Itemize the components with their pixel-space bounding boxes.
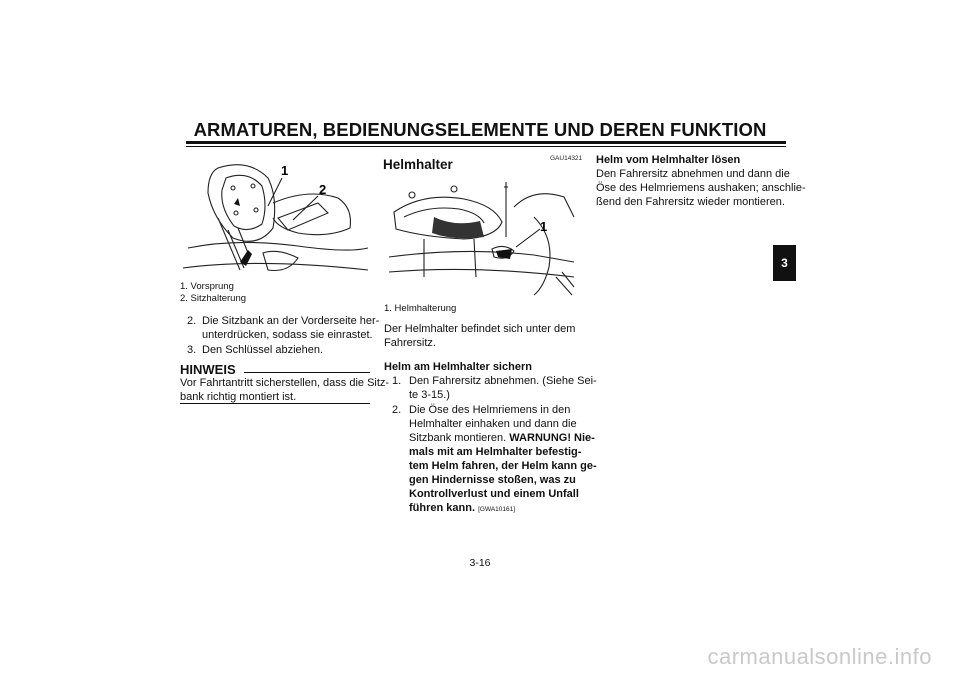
step-text: Helmhalter einhaken und dann die: [409, 418, 577, 430]
legend-item: 2. Sitzhalterung: [180, 293, 247, 304]
step-text: Den Schlüssel abziehen.: [202, 344, 324, 356]
step-text: Sitzbank montieren.: [409, 432, 510, 444]
warning-text-line: [409, 501, 515, 518]
step-text: Die Öse des Helmriemens in den: [409, 404, 571, 416]
note-rule-bottom: [180, 403, 370, 404]
body-text: Öse des Helmriemens aushaken; anschlie-: [596, 182, 806, 194]
warning-text: mals mit am Helmhalter befestig-: [409, 446, 582, 458]
step-text: Die Sitzbank an der Vorderseite her-: [202, 315, 380, 327]
warning-text: führen kann.: [409, 502, 476, 514]
intro-text: Fahrersitz.: [384, 337, 436, 349]
warning-text: tem Helm fahren, der Helm kann ge-: [409, 460, 597, 472]
step-text-line: [409, 431, 595, 446]
note-rule-top: [244, 372, 370, 373]
step-number: 2.: [187, 315, 197, 327]
chapter-tab[interactable]: 3: [773, 245, 796, 281]
warning-text: gen Hindernisse stoßen, was zu: [409, 474, 576, 486]
callout-1: 1: [281, 163, 289, 178]
step-text: Den Fahrersitz abnehmen. (Siehe Sei-: [409, 375, 597, 387]
step-text: unterdrücken, sodass sie einrastet.: [202, 329, 373, 341]
section-code: GAU14321: [550, 155, 583, 162]
legend-item: 1. Vorsprung: [180, 281, 234, 292]
step-number: 3.: [187, 344, 197, 356]
legend-item: 1. Helmhalterung: [384, 303, 457, 314]
helmet-holder-illustration: [384, 177, 576, 297]
warning-code: [GWA10161]: [478, 506, 516, 513]
section-heading: Helmhalter: [383, 157, 453, 172]
step-number: 1.: [392, 375, 402, 387]
warning-text: Kontrollverlust und einem Unfall: [409, 488, 579, 500]
page-title: ARMATUREN, BEDIENUNGSELEMENTE UND DEREN FUNKTION: [193, 119, 767, 140]
seat-drawing: [178, 158, 370, 278]
page-number: 3-16: [469, 557, 491, 569]
header-rule: [186, 141, 786, 144]
seat-illustration: [178, 158, 370, 278]
note-heading: HINWEIS: [180, 362, 236, 377]
note-text: Vor Fahrtantritt sicherstellen, dass die Sitz-: [180, 377, 390, 389]
step-number: 2.: [392, 404, 402, 416]
warning-lead: WARNUNG! Nie-: [509, 432, 595, 444]
subheading: Helm am Helmhalter sichern: [384, 361, 532, 373]
intro-text: Der Helmhalter befindet sich unter dem: [384, 323, 576, 335]
callout-2: 2: [319, 182, 327, 197]
body-text: Den Fahrersitz abnehmen und dann die: [596, 168, 790, 180]
note-text: bank richtig montiert ist.: [180, 391, 297, 403]
watermark: carmanualsonline.info: [707, 644, 932, 669]
helmet-holder-drawing: [384, 177, 576, 297]
step-text: te 3-15.): [409, 389, 450, 401]
body-text: ßend den Fahrersitz wieder montieren.: [596, 196, 785, 208]
callout-1: 1: [540, 219, 548, 234]
header-rule-thin: [186, 146, 786, 147]
subheading: Helm vom Helmhalter lösen: [596, 154, 741, 166]
